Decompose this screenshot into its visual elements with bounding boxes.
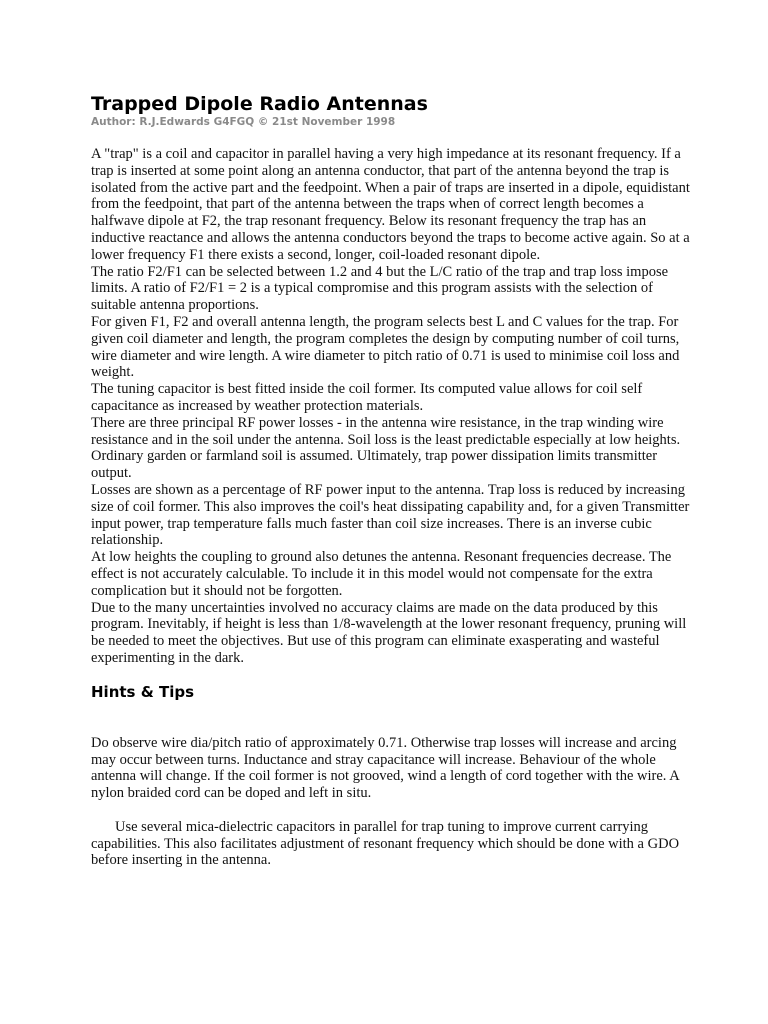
paragraph: The ratio F2/F1 can be selected between 1.2 and 4 but the L/C ratio of the trap and trap loss impose limits. A ratio of F2/F1 = 2 is a typical compromise and this program assists with the selection of suitable antenna proportions. [91, 263, 669, 314]
tip-paragraph: Do observe wire dia/pitch ratio of approximately 0.71. Otherwise trap losses will increase and arcing may occur between turns. Inductance and stray capacitance will increase. Behaviour of the whole antenna will change. If the coil former is not grooved, wind a length of cord together with the wire. A nylon braided cord can be doped and left in situ. [91, 734, 679, 802]
paragraph: The tuning capacitor is best fitted inside the coil former. Its computed value allows for coil self capacitance as increased by weather protection materials. [91, 381, 643, 414]
hints-heading: Hints & Tips [91, 682, 195, 701]
hints-section [91, 735, 691, 870]
paragraph: For given F1, F2 and overall antenna length, the program selects best L and C values for the trap. For given coil diameter and length, the program completes the design by computing number of coil turns, wire diameter and wire length. A wire diameter to pitch ratio of 0.71 is used to minimise coil loss and weight. [91, 313, 680, 381]
document-page [91, 93, 691, 869]
paragraph: At low heights the coupling to ground also detunes the antenna. Resonant frequencies decrease. The effect is not accurately calculable. To include it in this model would not compensate for the extra complication but it should not be forgotten. [91, 549, 672, 599]
page-title: Trapped Dipole Radio Antennas [91, 93, 428, 115]
paragraph: There are three principal RF power losses - in the antenna wire resistance, in the trap winding wire resistance and in the soil under the antenna. Soil loss is the least predictable especially at low heights. Ordinary garden or farmland soil is assumed. Ultimately, trap power dissipation limits transmitter output. [91, 414, 681, 482]
paragraph: A "trap" is a coil and capacitor in parallel having a very high impedance at its resonant frequency. If a trap is inserted at some point along an antenna conductor, that part of the antenna beyond the trap is isolated from the active part and the feedpoint. When a pair of traps are inserted in a dipole, equidistant from the feedpoint, that part of the antenna between the traps when of correct length becomes a halfwave dipole at F2, the trap resonant frequency. Below its resonant frequency the trap has an inductive reactance and allows the antenna conductors beyond the traps to become active again. So at a lower frequency F1 there exists a second, longer, coil-loaded resonant dipole. [91, 146, 690, 263]
tip-paragraph: Use several mica-dielectric capacitors in parallel for trap tuning to improve current carrying capabilities. This also facilitates adjustment of resonant frequency which should be done with a GDO before inserting in the antenna. [91, 818, 680, 869]
article-body [91, 146, 691, 667]
paragraph: Due to the many uncertainties involved no accuracy claims are made on the data produced by this program. Inevitably, if height is less than 1/8-wavelength at the lower resonant frequency, pruning will be needed to meet the objectives. But use of this program can eliminate exasperating and wasteful experimenting in the dark. [91, 599, 687, 666]
author-line: Author: R.J.Edwards G4FGQ © 21st November 1998 [91, 116, 396, 128]
paragraph: Losses are shown as a percentage of RF power input to the antenna. Trap loss is reduced by increasing size of coil former. This also improves the coil's heat dissipating capability and, for a given Transmitter input power, trap temperature falls much faster than coil size increases. There is an inverse cubic relationship. [91, 481, 690, 549]
